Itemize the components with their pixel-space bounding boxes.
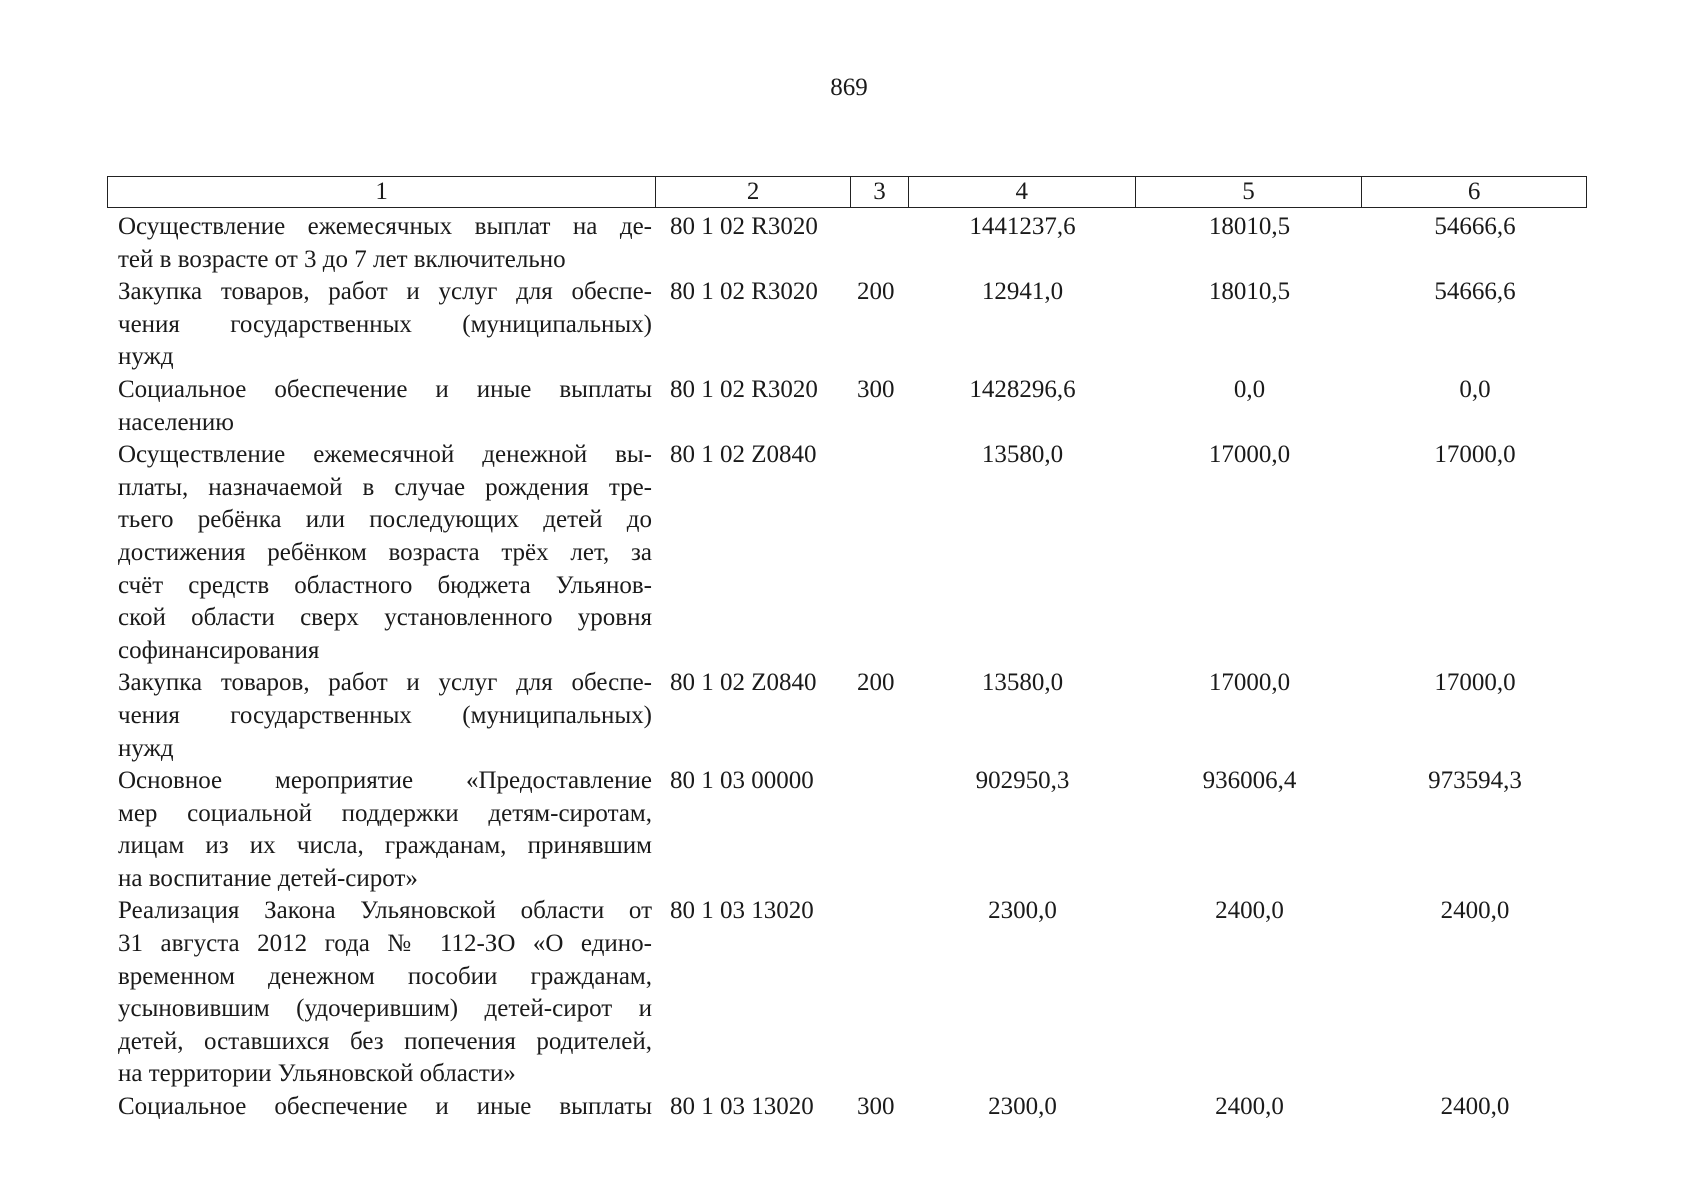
amount-col-4: 1428296,6 — [969, 375, 1076, 403]
budget-code: 80 1 03 13020 — [670, 1093, 814, 1121]
amount-col-4: 2300,0 — [988, 897, 1057, 925]
amount-col-6: 17000,0 — [1434, 441, 1516, 469]
table-row — [107, 1091, 1587, 1124]
amount-col-4: 13580,0 — [981, 669, 1064, 697]
amount-col-5: 0,0 — [1233, 375, 1266, 403]
table-row — [107, 765, 1587, 895]
description-line: достижения ребёнком возраста трёх лет, за — [118, 538, 652, 566]
table-body — [107, 211, 1587, 1124]
description-line: населению — [118, 408, 234, 436]
expense-type — [851, 895, 909, 1091]
header-col-1: 1 — [108, 177, 656, 207]
description-line: софинансирования — [118, 636, 320, 664]
amount-col-6: 2400,0 — [1440, 897, 1510, 925]
header-col-6: 6 — [1467, 178, 1481, 205]
description-line: детей, оставшихся без попечения родителей, — [118, 1027, 652, 1055]
description-line: Социальное обеспечение и иные выплаты — [118, 1093, 652, 1121]
table-header — [107, 176, 1587, 208]
row-description — [107, 374, 656, 439]
header-col-3: 3 — [851, 177, 909, 207]
table-row — [107, 374, 1587, 439]
budget-code: 80 1 02 R3020 — [670, 278, 818, 306]
budget-code: 80 1 02 Z0840 — [670, 669, 817, 697]
row-description — [107, 211, 656, 276]
amount-col-6: 54666,6 — [1434, 278, 1516, 306]
description-line: тей в возрасте от 3 до 7 лет включительно — [118, 245, 566, 273]
budget-code: 80 1 02 R3020 — [670, 213, 818, 240]
table-row — [107, 276, 1587, 374]
description-line: Основное мероприятие «Предоставление — [118, 767, 652, 795]
description-line: лицам из их числа, гражданам, принявшим — [118, 832, 652, 860]
table-row — [107, 895, 1587, 1091]
description-line: чения государственных (муниципальных) — [118, 310, 652, 338]
description-line: на территории Ульяновской области» — [118, 1060, 516, 1088]
amount-col-4: 12941,0 — [981, 278, 1064, 306]
expense-type — [851, 765, 909, 895]
description-line: Осуществление ежемесячной денежной вы- — [118, 441, 652, 469]
description-line: ской области сверх установленного уровня — [118, 604, 652, 632]
amount-col-4: 13580,0 — [981, 441, 1064, 469]
description-line: нужд — [118, 343, 174, 371]
description-line: счёт средств областного бюджета Ульянов- — [118, 571, 652, 599]
budget-code: 80 1 02 Z0840 — [670, 441, 817, 469]
row-description — [107, 895, 656, 1091]
amount-col-5: 2400,0 — [1215, 897, 1284, 925]
page-number: 869 — [830, 74, 868, 101]
amount-col-5: 17000,0 — [1208, 669, 1291, 697]
description-line: платы, назначаемой в случае рождения тре- — [118, 473, 652, 501]
expense-type: 300 — [857, 375, 895, 403]
table-row — [107, 667, 1587, 765]
description-line: тьего ребёнка или последующих детей до — [118, 506, 652, 534]
description-line: чения государственных (муниципальных) — [118, 701, 652, 729]
amount-col-4: 2300,0 — [988, 1093, 1057, 1121]
amount-col-5: 18010,5 — [1208, 278, 1291, 306]
amount-col-6: 54666,6 — [1434, 213, 1516, 240]
expense-type — [851, 211, 909, 276]
description-line: на воспитание детей-сирот» — [118, 864, 418, 892]
description-line: усыновившим (удочерившим) детей-сирот и — [118, 995, 652, 1023]
amount-col-5: 936006,4 — [1202, 767, 1297, 795]
row-description — [107, 439, 656, 667]
amount-col-6: 973594,3 — [1428, 767, 1522, 795]
amount-col-4: 902950,3 — [975, 767, 1070, 795]
description-line: Закупка товаров, работ и услуг для обеспе- — [118, 278, 652, 306]
description-line: Осуществление ежемесячных выплат на де- — [118, 213, 652, 240]
header-col-4: 4 — [909, 177, 1136, 207]
amount-col-6: 0,0 — [1459, 375, 1491, 403]
description-line: Реализация Закона Ульяновской области от — [118, 897, 652, 925]
description-line: временном денежном пособии гражданам, — [118, 962, 652, 990]
amount-col-6: 2400,0 — [1440, 1093, 1510, 1121]
table-row — [107, 211, 1587, 276]
amount-col-6: 17000,0 — [1434, 669, 1516, 697]
row-description — [107, 276, 656, 374]
description-line: 31 августа 2012 года № 112-ЗО «О едино- — [118, 930, 652, 958]
description-line: мер социальной поддержки детям-сиротам, — [118, 799, 652, 827]
amount-col-5: 2400,0 — [1215, 1093, 1284, 1121]
expense-type: 200 — [857, 278, 895, 306]
amount-col-5: 18010,5 — [1208, 213, 1291, 240]
description-line: Закупка товаров, работ и услуг для обеспе- — [118, 669, 652, 697]
budget-code: 80 1 03 00000 — [670, 767, 814, 795]
description-line: Социальное обеспечение и иные выплаты — [118, 375, 652, 403]
amount-col-5: 17000,0 — [1208, 441, 1291, 469]
header-col-2: 2 — [656, 177, 851, 207]
description-line: нужд — [118, 734, 174, 762]
row-description — [107, 765, 656, 895]
row-description — [107, 667, 656, 765]
expense-type: 300 — [857, 1093, 895, 1121]
expense-type — [851, 439, 909, 667]
expense-type: 200 — [857, 669, 895, 697]
header-col-5: 5 — [1136, 177, 1363, 207]
row-description — [107, 1091, 656, 1124]
budget-code: 80 1 02 R3020 — [670, 375, 818, 403]
table-row — [107, 439, 1587, 667]
amount-col-4: 1441237,6 — [969, 213, 1076, 240]
budget-code: 80 1 03 13020 — [670, 897, 814, 925]
